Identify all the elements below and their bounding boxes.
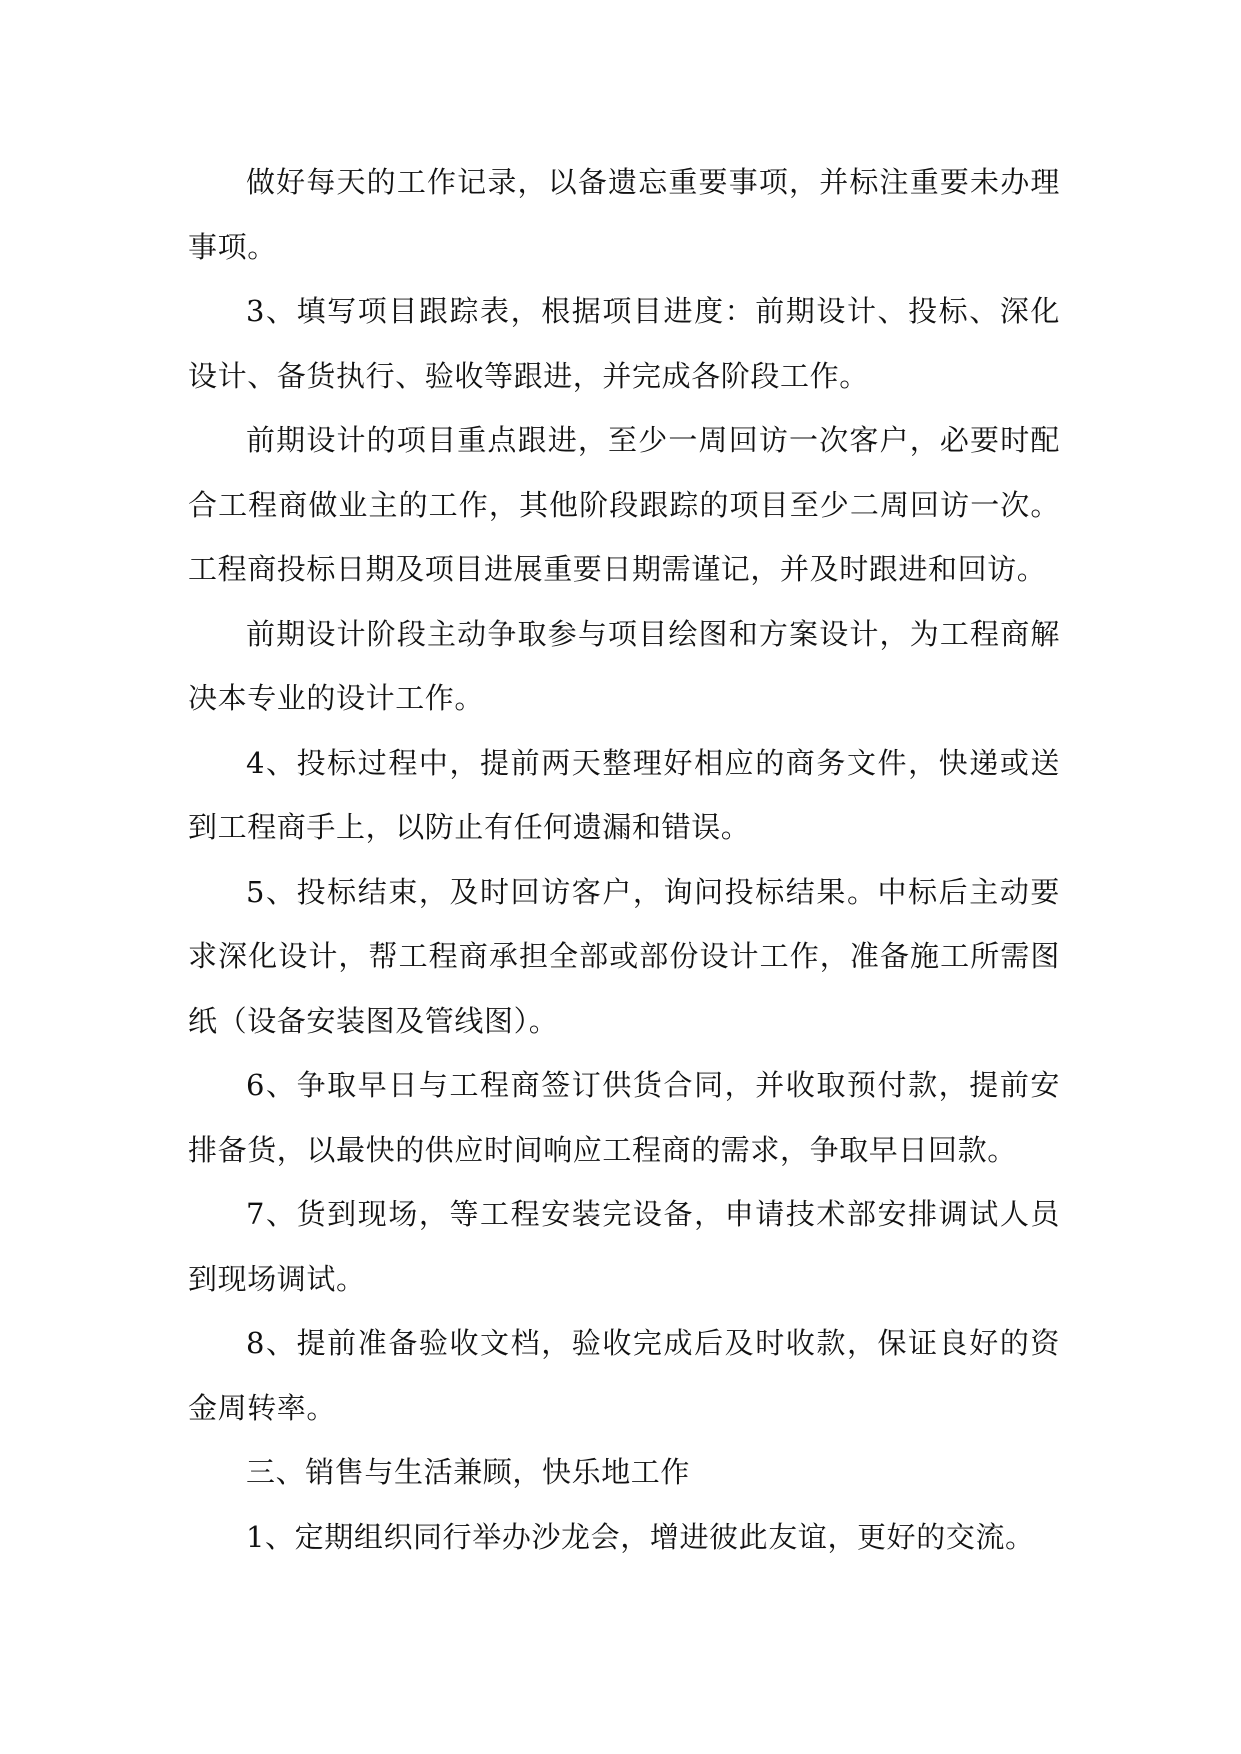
paragraph-early-design-followup: 前期设计的项目重点跟进，至少一周回访一次客户，必要时配合工程商做业主的工作，其他阶段跟踪的项目至少二周回访一次。工程商投标日期及项目进展重要日期需谨记，并及时跟进和回访。 bbox=[188, 423, 1060, 586]
document-body bbox=[188, 150, 1060, 1569]
paragraph-early-design-participation: 前期设计阶段主动争取参与项目绘图和方案设计，为工程商解决本专业的设计工作。 bbox=[188, 616, 1060, 715]
paragraph-item-8: 8、提前准备验收文档，验收完成后及时收款，保证良好的资金周转率。 bbox=[188, 1326, 1060, 1425]
paragraph-section3-item-1: 1、定期组织同行举办沙龙会，增进彼此友谊，更好的交流。 bbox=[246, 1519, 1035, 1554]
paragraph-item-7: 7、货到现场，等工程安装完设备，申请技术部安排调试人员到现场调试。 bbox=[188, 1197, 1060, 1296]
section-heading-3: 三、销售与生活兼顾，快乐地工作 bbox=[246, 1455, 691, 1489]
paragraph-item-3: 3、填写项目跟踪表，根据项目进度：前期设计、投标、深化设计、备货执行、验收等跟进，并完成各阶段工作。 bbox=[188, 294, 1060, 393]
paragraph-item-4: 4、投标过程中，提前两天整理好相应的商务文件，快递或送到工程商手上，以防止有任何遗漏和错误。 bbox=[188, 745, 1060, 844]
paragraph-item-5: 5、投标结束，及时回访客户，询问投标结果。中标后主动要求深化设计，帮工程商承担全部或部份设计工作，准备施工所需图纸（设备安装图及管线图）。 bbox=[188, 874, 1060, 1038]
paragraph-work-record: 做好每天的工作记录，以备遗忘重要事项，并标注重要未办理事项。 bbox=[188, 165, 1060, 264]
paragraph-item-6: 6、争取早日与工程商签订供货合同，并收取预付款，提前安排备货，以最快的供应时间响应工程商的需求，争取早日回款。 bbox=[188, 1068, 1060, 1167]
